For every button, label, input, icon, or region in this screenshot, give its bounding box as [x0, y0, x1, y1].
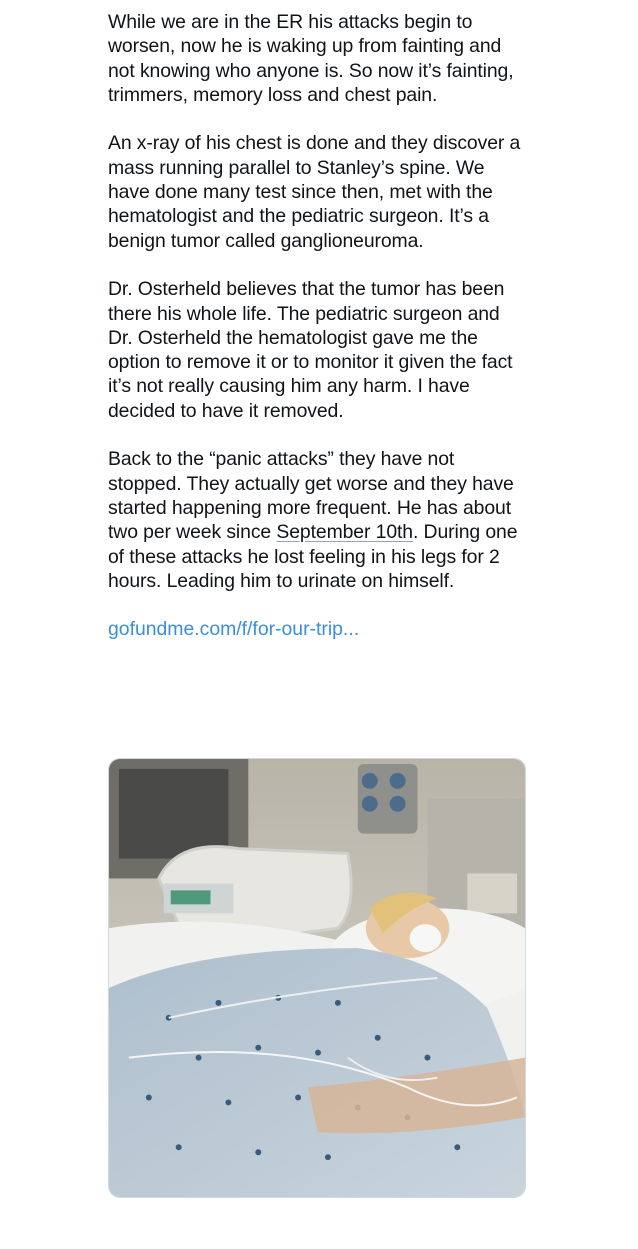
- tweet-paragraph-1: While we are in the ER his attacks begin to worsen, now he is waking up from fainting and not knowing who anyone is. So now it’s fainting, trimmers, memory loss and chest pain.: [108, 11, 514, 106]
- tweet-paragraph-4: [108, 447, 528, 593]
- tweet-body: [108, 10, 528, 658]
- paragraph-4-text-end: . During one of these attacks he lost feeling in his legs for 2 hours. Leading him to urinate on himself.: [108, 521, 518, 592]
- photo-icon: [109, 759, 525, 1197]
- tweet-paragraph-3: Dr. Osterheld believes that the tumor has been there his whole life. The pediatric surgeon and Dr. Osterheld the hematologist gave me the option to remove it or to monitor it given the fact it’s not really causing him any harm. I have decided to have it removed.: [108, 278, 513, 422]
- tweet-paragraph-2: An x-ray of his chest is done and they discover a mass running parallel to Stanley’s spine. We have done many test since then, met with the hematologist and the pediatric surgeon. It’s a benign tumor called ganglioneuroma.: [108, 132, 521, 252]
- paragraph-4-text-start: Back to the “panic attacks” they have not stopped. They actually get worse and they have started happening more frequent. He has about two per week since: [108, 448, 514, 544]
- date-link[interactable]: September 10th: [276, 521, 413, 544]
- tweet-photo[interactable]: [108, 758, 526, 1198]
- gofundme-link[interactable]: gofundme.com/f/for-our-trip...: [108, 618, 360, 641]
